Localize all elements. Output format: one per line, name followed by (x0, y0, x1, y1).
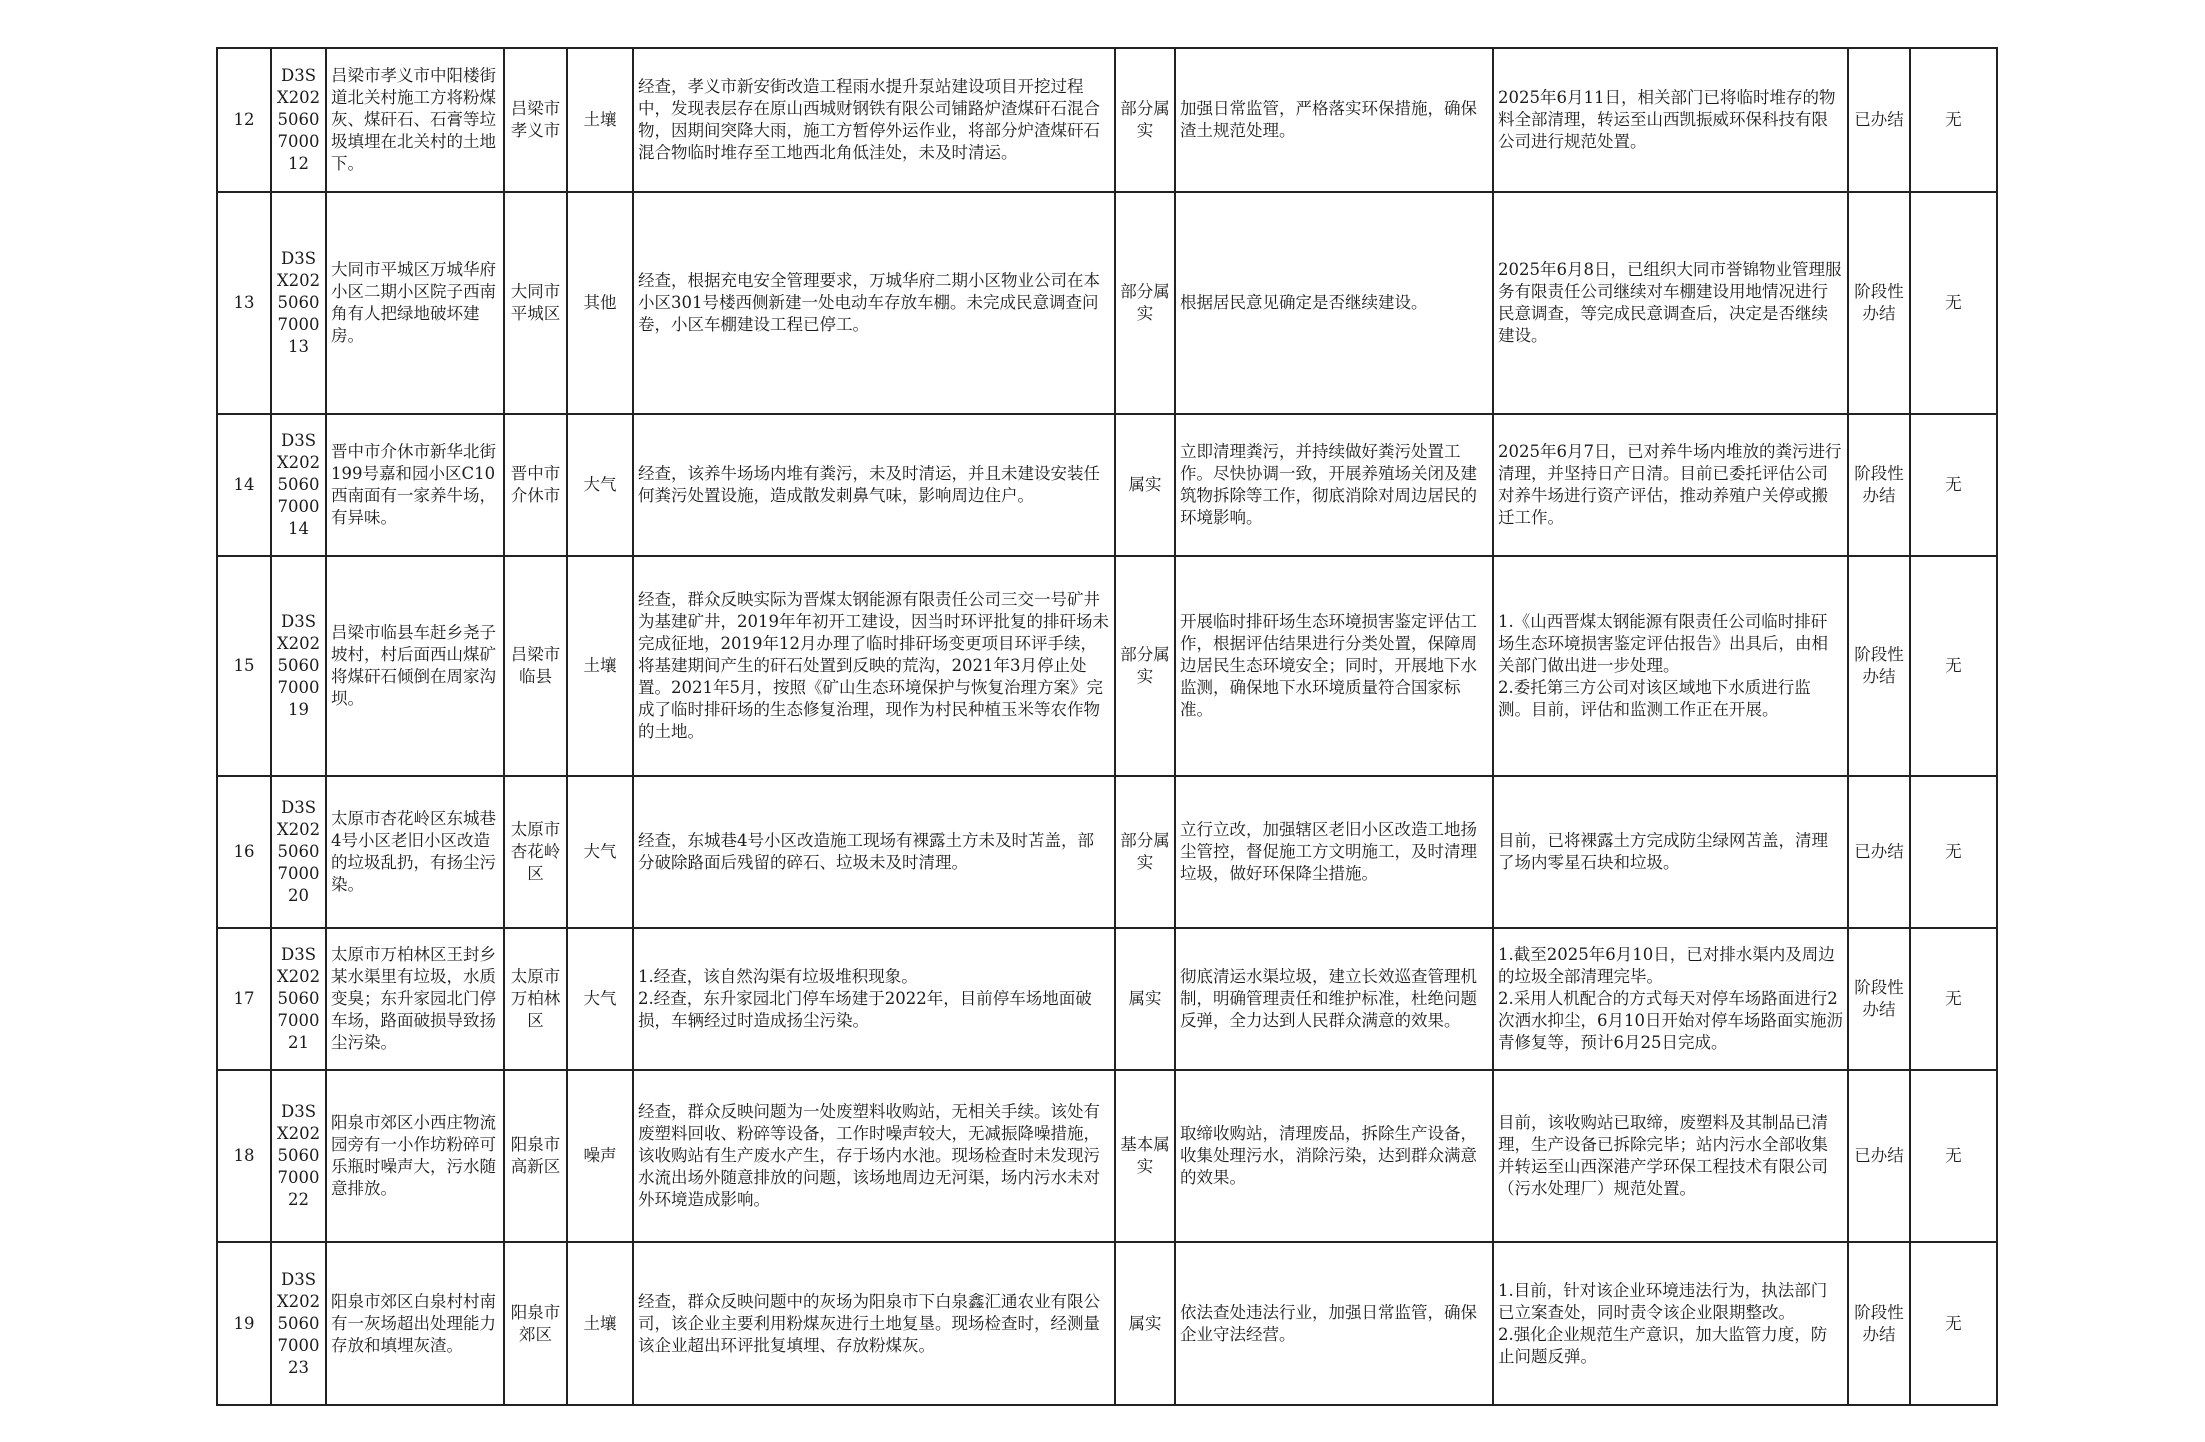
rectification-measure: 根据居民意见确定是否继续建设。 (1175, 192, 1493, 414)
complaint-text: 阳泉市郊区白泉村村南有一灰场超出处理能力存放和填埋灰渣。 (326, 1242, 504, 1405)
verdict: 部分属实 (1115, 192, 1175, 414)
table-row (217, 414, 1997, 556)
progress: 1.目前，针对该企业环境违法行为，执法部门已立案查处，同时责令该企业限期整改。 2.强化企业规范生产意识，加大监管力度，防止问题反弹。 (1493, 1242, 1848, 1405)
row-number: 14 (217, 414, 271, 556)
verdict: 部分属实 (1115, 48, 1175, 192)
status: 已办结 (1848, 776, 1910, 928)
case-code: D3SX2025060700022 (271, 1070, 326, 1242)
table-row (217, 1242, 1997, 1405)
progress: 1.截至2025年6月10日，已对排水渠内及周边的垃圾全部清理完毕。 2.采用人机配合的方式每天对停车场路面进行2次洒水抑尘，6月10日开始对停车场路面实施沥青修复等，预计6月25日完成。 (1493, 928, 1848, 1070)
status: 阶段性办结 (1848, 192, 1910, 414)
case-code: D3SX2025060700019 (271, 556, 326, 776)
pollution-type: 大气 (567, 414, 633, 556)
table-row (217, 192, 1997, 414)
investigation-finding: 经查，孝义市新安街改造工程雨水提升泵站建设项目开挖过程中，发现表层存在原山西城财钢铁有限公司铺路炉渣煤矸石混合物，因期间突降大雨，施工方暂停外运作业，将部分炉渣煤矸石混合物临时堆存至工地西北角低洼处，未及时清运。 (633, 48, 1115, 192)
pollution-type: 噪声 (567, 1070, 633, 1242)
rectification-measure: 加强日常监管，严格落实环保措施，确保渣土规范处理。 (1175, 48, 1493, 192)
status: 阶段性办结 (1848, 1242, 1910, 1405)
accountability: 无 (1910, 556, 1997, 776)
verdict: 属实 (1115, 1242, 1175, 1405)
progress: 目前，该收购站已取缔，废塑料及其制品已清理，生产设备已拆除完毕；站内污水全部收集并转运至山西深港产学环保工程技术有限公司（污水处理厂）规范处置。 (1493, 1070, 1848, 1242)
case-code: D3SX2025060700023 (271, 1242, 326, 1405)
status: 已办结 (1848, 48, 1910, 192)
region: 阳泉市郊区 (504, 1242, 567, 1405)
investigation-finding: 经查，群众反映问题中的灰场为阳泉市下白泉鑫汇通农业有限公司，该企业主要利用粉煤灰进行土地复垦。现场检查时，经测量该企业超出环评批复填埋、存放粉煤灰。 (633, 1242, 1115, 1405)
row-number: 13 (217, 192, 271, 414)
complaint-text: 阳泉市郊区小西庄物流园旁有一小作坊粉碎可乐瓶时噪声大，污水随意排放。 (326, 1070, 504, 1242)
case-code: D3SX2025060700014 (271, 414, 326, 556)
verdict: 部分属实 (1115, 776, 1175, 928)
row-number: 12 (217, 48, 271, 192)
progress: 目前，已将裸露土方完成防尘绿网苫盖，清理了场内零星石块和垃圾。 (1493, 776, 1848, 928)
row-number: 15 (217, 556, 271, 776)
region: 太原市万柏林区 (504, 928, 567, 1070)
complaint-text: 晋中市介休市新华北街199号嘉和园小区C10西南面有一家养牛场，有异味。 (326, 414, 504, 556)
table-row (217, 928, 1997, 1070)
accountability: 无 (1910, 48, 1997, 192)
row-number: 19 (217, 1242, 271, 1405)
progress: 1.《山西晋煤太钢能源有限责任公司临时排矸场生态环境损害鉴定评估报告》出具后，由相关部门做出进一步处理。 2.委托第三方公司对该区域地下水质进行监测。目前，评估和监测工作正在开展。 (1493, 556, 1848, 776)
progress: 2025年6月8日，已组织大同市誉锦物业管理服务有限责任公司继续对车棚建设用地情况进行民意调查，等完成民意调查后，决定是否继续建设。 (1493, 192, 1848, 414)
accountability: 无 (1910, 414, 1997, 556)
case-code: D3SX2025060700021 (271, 928, 326, 1070)
progress: 2025年6月7日，已对养牛场内堆放的粪污进行清理，并坚持日产日清。目前已委托评估公司对养牛场进行资产评估，推动养殖户关停或搬迁工作。 (1493, 414, 1848, 556)
verdict: 部分属实 (1115, 556, 1175, 776)
pollution-type: 土壤 (567, 556, 633, 776)
case-code: D3SX2025060700013 (271, 192, 326, 414)
table-row (217, 1070, 1997, 1242)
verdict: 属实 (1115, 414, 1175, 556)
region: 大同市平城区 (504, 192, 567, 414)
table-row (217, 556, 1997, 776)
pollution-type: 土壤 (567, 48, 633, 192)
accountability: 无 (1910, 928, 1997, 1070)
progress: 2025年6月11日，相关部门已将临时堆存的物料全部清理，转运至山西凯振威环保科技有限公司进行规范处置。 (1493, 48, 1848, 192)
status: 阶段性办结 (1848, 414, 1910, 556)
case-code: D3SX2025060700012 (271, 48, 326, 192)
rectification-measure: 立即清理粪污，并持续做好粪污处置工作。尽快协调一致，开展养殖场关闭及建筑物拆除等工作，彻底消除对周边居民的环境影响。 (1175, 414, 1493, 556)
table-row (217, 776, 1997, 928)
case-code: D3SX2025060700020 (271, 776, 326, 928)
region: 晋中市介休市 (504, 414, 567, 556)
rectification-measure: 彻底清运水渠垃圾，建立长效巡查管理机制，明确管理责任和维护标准，杜绝问题反弹，全力达到人民群众满意的效果。 (1175, 928, 1493, 1070)
accountability: 无 (1910, 1070, 1997, 1242)
region: 太原市杏花岭区 (504, 776, 567, 928)
investigation-finding: 经查，东城巷4号小区改造施工现场有裸露土方未及时苫盖，部分破除路面后残留的碎石、垃圾未及时清理。 (633, 776, 1115, 928)
pollution-type: 土壤 (567, 1242, 633, 1405)
accountability: 无 (1910, 1242, 1997, 1405)
pollution-type: 大气 (567, 776, 633, 928)
rectification-measure: 依法查处违法行业，加强日常监管，确保企业守法经营。 (1175, 1242, 1493, 1405)
complaint-text: 太原市万柏林区王封乡某水渠里有垃圾，水质变臭；东升家园北门停车场，路面破损导致扬尘污染。 (326, 928, 504, 1070)
verdict: 基本属实 (1115, 1070, 1175, 1242)
investigation-finding: 经查，群众反映实际为晋煤太钢能源有限责任公司三交一号矿井为基建矿井，2019年年初开工建设，因当时环评批复的排矸场未完成征地，2019年12月办理了临时排矸场变更项目环评手续，将基建期间产生的矸石处置到反映的荒沟，2021年3月停止处置。2021年5月，按照《矿山生态环境保护与恢复治理方案》完成了临时排矸场的生态修复治理，现作为村民种植玉米等农作物的土地。 (633, 556, 1115, 776)
region: 吕梁市临县 (504, 556, 567, 776)
region: 阳泉市高新区 (504, 1070, 567, 1242)
rectification-measure: 开展临时排矸场生态环境损害鉴定评估工作，根据评估结果进行分类处置，保障周边居民生态环境安全；同时，开展地下水监测，确保地下水环境质量符合国家标准。 (1175, 556, 1493, 776)
complaint-text: 吕梁市孝义市中阳楼街道北关村施工方将粉煤灰、煤矸石、石膏等垃圾填埋在北关村的土地下。 (326, 48, 504, 192)
region: 吕梁市孝义市 (504, 48, 567, 192)
complaint-text: 大同市平城区万城华府小区二期小区院子西南角有人把绿地破坏建房。 (326, 192, 504, 414)
verdict: 属实 (1115, 928, 1175, 1070)
rectification-measure: 立行立改，加强辖区老旧小区改造工地扬尘管控，督促施工方文明施工，及时清理垃圾，做好环保降尘措施。 (1175, 776, 1493, 928)
case-table (216, 47, 1998, 1406)
complaint-text: 太原市杏花岭区东城巷4号小区老旧小区改造的垃圾乱扔，有扬尘污染。 (326, 776, 504, 928)
rectification-measure: 取缔收购站，清理废品，拆除生产设备，收集处理污水，消除污染，达到群众满意的效果。 (1175, 1070, 1493, 1242)
investigation-finding: 1.经查，该自然沟渠有垃圾堆积现象。 2.经查，东升家园北门停车场建于2022年，目前停车场地面破损，车辆经过时造成扬尘污染。 (633, 928, 1115, 1070)
complaint-text: 吕梁市临县车赶乡尧子坡村，村后面西山煤矿将煤矸石倾倒在周家沟坝。 (326, 556, 504, 776)
status: 阶段性办结 (1848, 928, 1910, 1070)
row-number: 17 (217, 928, 271, 1070)
status: 阶段性办结 (1848, 556, 1910, 776)
investigation-finding: 经查，群众反映问题为一处废塑料收购站，无相关手续。该处有废塑料回收、粉碎等设备，工作时噪声较大，无减振降噪措施，该收购站有生产废水产生，存于场内水池。现场检查时未发现污水流出场外随意排放的问题，该场地周边无河渠，场内污水未对外环境造成影响。 (633, 1070, 1115, 1242)
pollution-type: 其他 (567, 192, 633, 414)
pollution-type: 大气 (567, 928, 633, 1070)
accountability: 无 (1910, 192, 1997, 414)
row-number: 16 (217, 776, 271, 928)
row-number: 18 (217, 1070, 271, 1242)
table-row (217, 48, 1997, 192)
investigation-finding: 经查，该养牛场场内堆有粪污，未及时清运，并且未建设安装任何粪污处置设施，造成散发刺鼻气味，影响周边住户。 (633, 414, 1115, 556)
status: 已办结 (1848, 1070, 1910, 1242)
investigation-finding: 经查，根据充电安全管理要求，万城华府二期小区物业公司在本小区301号楼西侧新建一处电动车存放车棚。未完成民意调查问卷，小区车棚建设工程已停工。 (633, 192, 1115, 414)
accountability: 无 (1910, 776, 1997, 928)
